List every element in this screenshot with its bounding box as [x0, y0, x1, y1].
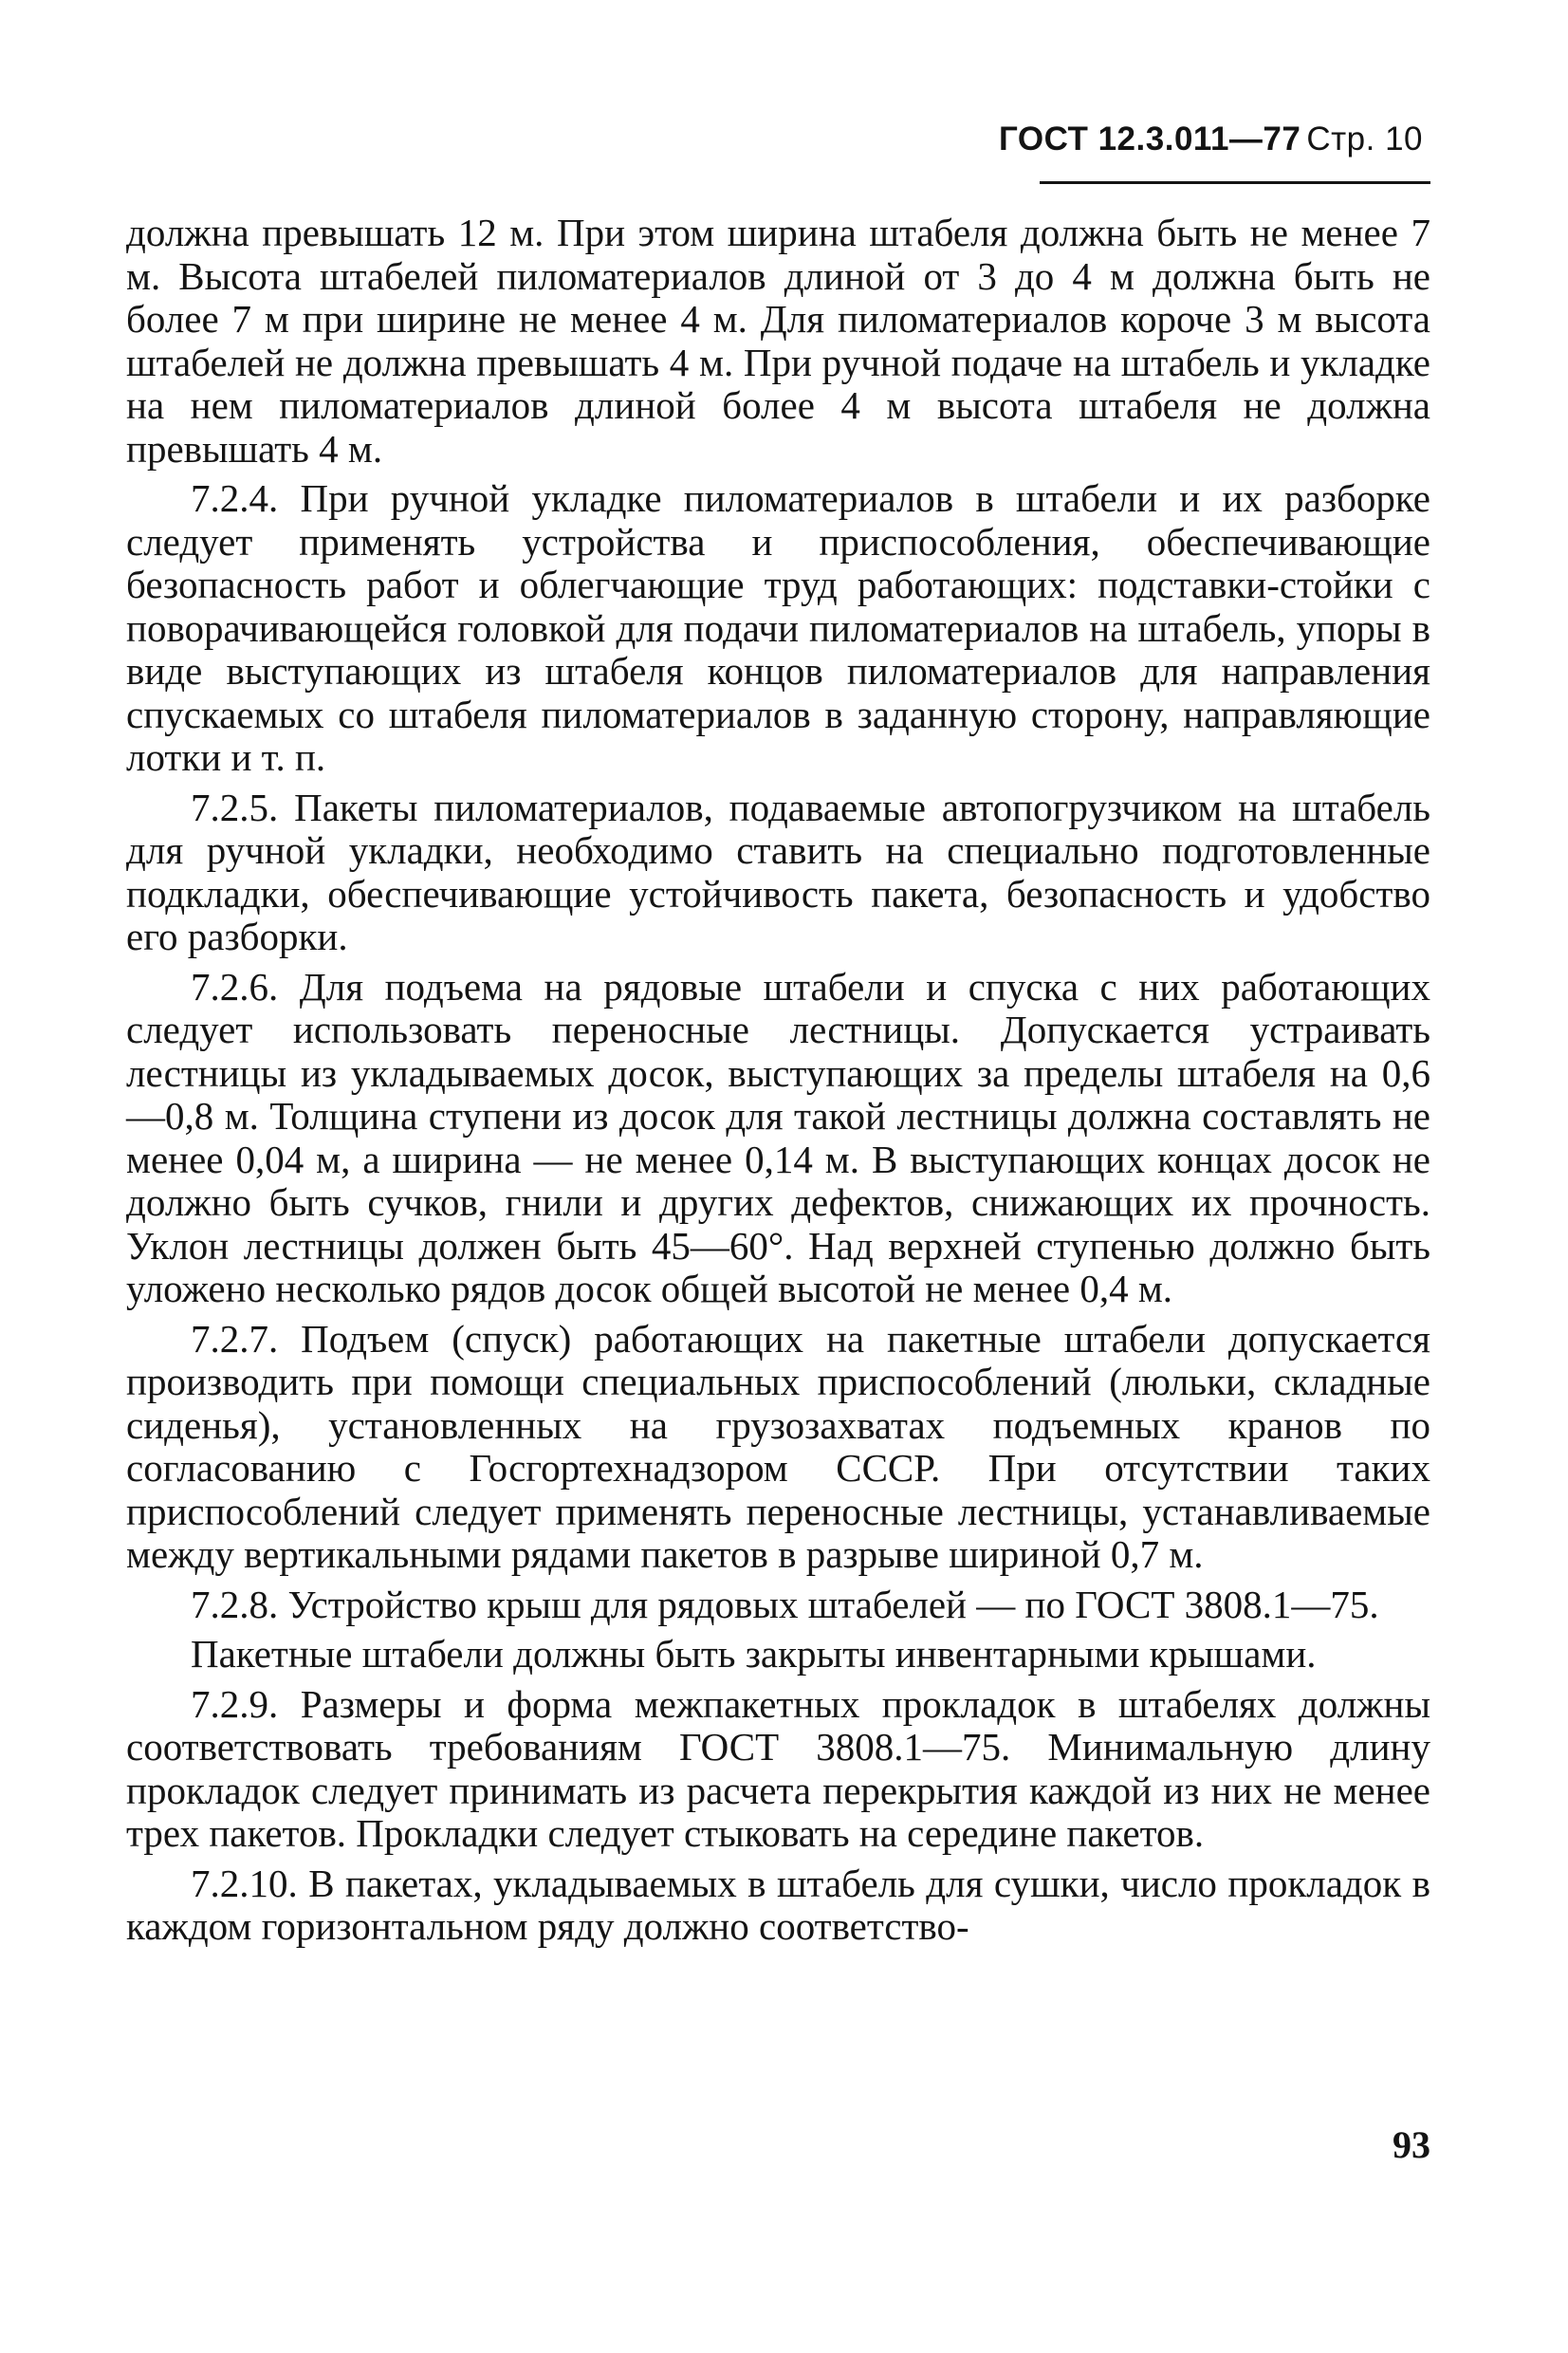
body-text [126, 212, 1430, 1955]
paragraph-roofs: Пакетные штабели должны быть закрыты инвентарными крышами. [191, 1632, 1317, 1676]
page-number: 93 [1393, 2123, 1430, 2166]
paragraph-7-2-9: 7.2.9. Размеры и форма межпакетных прокладок в штабелях должны соответствовать требованиям ГОСТ 3808.1—75. Минимальную длину прокладок следует принимать из расчета перекрытия каждой из них не менее трех пакетов. Прокладки следует стыковать на середине пакетов. [126, 1681, 1430, 1855]
paragraph-7-2-5: 7.2.5. Пакеты пиломатериалов, подаваемые автопогрузчиком на штабель для ручной укладки, необходимо ставить на специально подготовленные подкладки, обеспечивающие устойчивость пакета, безопасность и удобство его разборки. [126, 785, 1430, 958]
paragraph-7-2-8: 7.2.8. Устройство крыш для рядовых штабелей — по ГОСТ 3808.1—75. [191, 1582, 1379, 1626]
header-rule [1040, 181, 1430, 184]
paragraph-7-2-4: 7.2.4. При ручной укладке пиломатериалов в штабели и их разборке следует применять устройства и приспособления, обеспечивающие безопасность работ и облегчающие труд работающих: подставки-стойки с поворачивающейся головкой для подачи пиломатериалов на штабель, упоры в виде выступающих из штабеля концов пиломатериалов для направления спускаемых со штабеля пиломатериалов в заданную сторону, направляющие лотки и т. п. [126, 476, 1430, 779]
page-label: Стр. 10 [1306, 120, 1423, 157]
paragraph-continuation: должна превышать 12 м. При этом ширина штабеля должна быть не менее 7 м. Высота штабелей пиломатериалов длиной от 3 до 4 м должна быть не более 7 м при ширине не менее 4 м. Для пиломатериалов короче 3 м высота штабелей не должна превышать 4 м. При ручной подаче на штабель и укладке на нем пиломатериалов длиной более 4 м высота штабеля не должна превышать 4 м. [126, 211, 1430, 471]
running-head [999, 120, 1423, 158]
paragraph-7-2-6: 7.2.6. Для подъема на рядовые штабели и спуска с них работающих следует использовать переносные лестницы. Допускается устраивать лестницы из укладываемых досок, выступающих за пределы штабеля на 0,6—0,8 м. Толщина ступени из досок для такой лестницы должна составлять не менее 0,04 м, а ширина — не менее 0,14 м. В выступающих концах досок не должно быть сучков, гнили и других дефектов, снижающих их прочность. Уклон лестницы должен быть 45—60°. Над верхней ступенью должно быть уложено несколько рядов досок общей высотой не менее 0,4 м. [126, 964, 1430, 1310]
paragraph-7-2-7: 7.2.7. Подъем (спуск) работающих на пакетные штабели допускается производить при помощи специальных приспособлений (люльки, складные сиденья), установленных на грузозахватах подъемных кранов по согласованию с Госгортехнадзором СССР. При отсутствии таких приспособлений следует применять переносные лестницы, устанавливаемые между вертикальными рядами пакетов в разрыве шириной 0,7 м. [126, 1316, 1430, 1576]
standard-number: ГОСТ 12.3.011—77 [998, 120, 1301, 157]
paragraph-7-2-10: 7.2.10. В пакетах, укладываемых в штабель для сушки, число прокладок в каждом горизонтальном ряду должно соответство- [126, 1861, 1430, 1948]
